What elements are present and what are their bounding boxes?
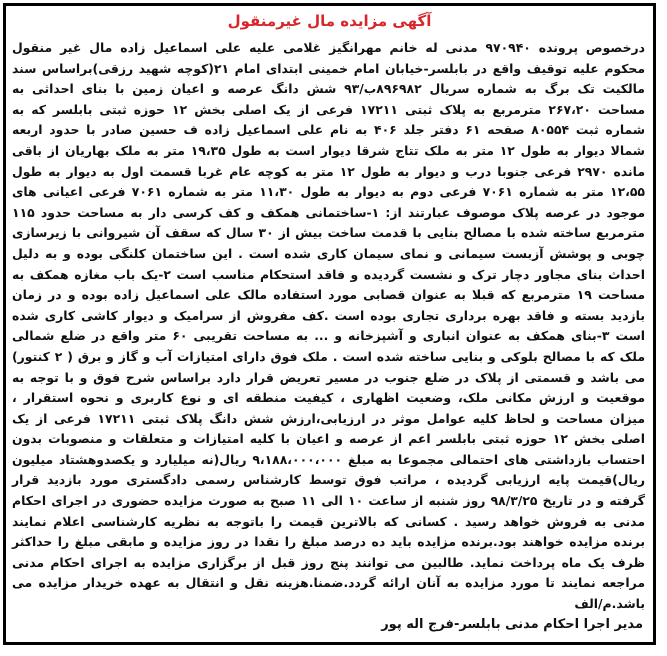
notice-signature: مدیر اجرا احکام مدنی بابلسر-فرج اله پور — [381, 617, 643, 632]
notice-frame — [3, 3, 656, 645]
notice-title: آگهی مزایده مال غیرمنقول — [227, 12, 432, 30]
notice-body: درخصوص پرونده ۹۷۰۹۴۰ مدنی له خانم مهرانگیز غلامی علیه علی اسماعیل زاده مال غیر منقول محکوم علیه توقیف واقع در بابلسر-خیابان امام خمینی ابتدای امام ۲۱(کوچه شهید رزقی)براساس سند مالکیت تک برگ به شماره سریال ۸۹۶۹۸۲ب/۹۳ شش دانگ عرصه و اعیان زمین با بنای احداثی به مساحت ۲۶۷،۲۰ مترمربع به پلاک ثبتی ۱۷۲۱۱ فرعی از یک اصلی بخش ۱۲ حوزه ثبتی بابلسر که به شماره ثبت ۸۰۵۵۴ صفحه ۶۱ دفتر جلد ۴۰۶ به نام علی اسماعیل زاده ف حسین صادر با حدود اربعه شمالا دیوار به طول ۱۲ متر به ملک تتاج شرقا دیوار است به طول ۱۹،۳۵ متر به ملک بهاریان از باقی مانده ۲۹۷۰ فرعی جنوبا درب و دیوار به طول ۱۲ متر به کوچه عام غربا قسمت اول به دیوار به طول ۱۲،۵۵ متر به شماره ۷۰۶۱ فرعی دوم به دیوار به طول ۱۱،۳۰ متر به شماره ۷۰۶۱ فرعی اعیانی های موجود در عرصه پلاک موصوف عبارتند از: ۱-ساختمانی همکف و کف کرسی دار به مساحت حدود ۱۱۵ مترمربع ساخته شده با مصالح بنایی با قدمت ساخت بیش از ۳۰ سال که سقف آن شیروانی با زیرسازی چوبی و پوشش آزبست سیمانی و نمای سیمان کاری شده است . این ساختمان کلنگی بوده و به دلیل احداث بنای مجاور دچار ترک و نشست گردیده و فاقد استحکام مناسب است ۲-یک باب مغازه همکف به مساحت ۱۹ مترمربع که قبلا به عنوان قصابی مورد استفاده مالک علی اسماعیل زاده بوده و در زمان بازدید بسته و فاقد بهره برداری تجاری بوده است .کف مفروش از سرامیک و دیوار کاشی کاری شده است ۳-بنای همکف به عنوان انباری و آشپزخانه و ... به مساحت تقریبی ۶۰ متر واقع در ضلع شمالی ملک که با مصالح بلوکی و بنایی ساخته شده است . ملک فوق دارای امتیازات آب و گاز و برق ( ۲ کنتور) می باشد و قسمتی از پلاک در ضلع جنوب در مسیر تعریض قرار دارد براساس شرح فوق و با توجه به موقعیت و ارزش مکانی ملک، وضعیت اظهاری ، کیفیت منطقه ای و نوع کاربری و نحوه استقرار ، میزان مساحت و لحاظ کلیه عوامل موثر در ارزیابی،ارزش شش دانگ پلاک ثبتی ۱۷۲۱۱ فرعی از یک اصلی بخش ۱۲ حوزه ثبتی بابلسر اعم از عرصه و اعیان با کلیه امتیازات و متعلقات و منصوبات بدون احتساب بازداشتی های احتمالی مجموعا به مبلغ ۹،۱۸۸،۰۰۰،۰۰۰ ریال(نه میلیارد و یکصدوهشتاد میلیون ریال)قیمت پایه ارزیابی گردیده ، مراتب فوق توسط کارشناس رسمی دادگستری مورد بازدید قرار گرفته و در تاریخ ۹۸/۳/۲۵ روز شنبه از ساعت ۱۰ الی ۱۱ صبح به صورت مزایده حضوری در اجرای احکام مدنی به فروش خواهد رسید . کسانی که بالاترین قیمت را باتوجه به نظریه کارشناسی اعلام نمایند برنده مزایده خواهند بود.برنده مزایده باید ده درصد مبلغ را نقدا در روز مزایده و مابقی مبلغ را حداکثر ظرف یک ماه پرداخت نماید. طالبین می توانند پنج روز قبل از برگزاری مزایده به اجرای احکام مدنی مراجعه نمایند تا مورد مزایده به آنان ارائه گردد.ضمنا.هزینه نقل و انتقال به عهده خریدار مزایده می باشد.م/الف — [12, 40, 646, 612]
